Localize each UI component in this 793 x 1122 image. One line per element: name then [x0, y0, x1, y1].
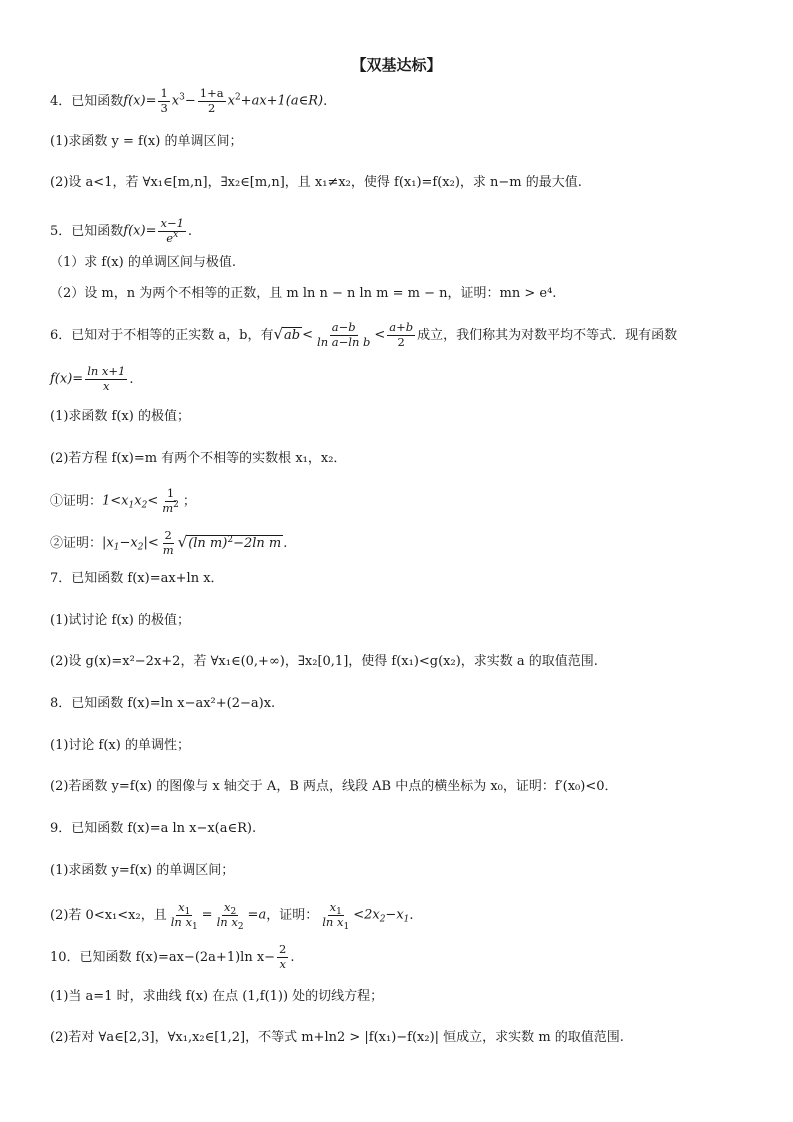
question-9-part-2: (2)若 0<x₁<x₂，且 $\frac{x_1}{\ln x_1}$ = $\frac{x_2}{\ln x_2}$ =a ，证明： $\frac{x_1}{\ln x_1}$ $<2x_2-x_1$ .	[50, 900, 414, 932]
question-7-part-2: (2)设 g(x)=x²−2x+2，若 ∀x₁∈(0,+∞)，∃x₂[0,1]，使得 f(x₁)<g(x₂)，求实数 a 的取值范围.	[50, 654, 598, 669]
question-5-part-2: （2）设 m，n 为两个不相等的正数，且 m ln n − n ln m = m − n，证明：mn > e⁴.	[50, 286, 557, 301]
question-10-part-2: (2)若对 ∀a∈[2,3]，∀x₁,x₂∈[1,2]，不等式 m+ln2 > |f(x₁)−f(x₂)| 恒成立，求实数 m 的取值范围.	[50, 1030, 624, 1045]
question-9-part-1: (1)求函数 y=f(x) 的单调区间；	[50, 863, 235, 878]
question-9-stem: 9．已知函数 f(x)=a ln x−x(a∈R).	[50, 821, 257, 836]
question-4-stem: 4．已知函数 f(x)= $\frac{1}{3}$ $x^3-$ $\frac{1+a}{2}$ $x^2+ax+1(a\in R)$ .	[50, 86, 328, 115]
question-7-stem: 7．已知函数 f(x)=ax+ln x．	[50, 571, 224, 586]
question-4-formula: f(x)= $\frac{1}{3}$ $x^3-$ $\frac{1+a}{2}$ $x^2+ax+1(a\in R)$	[123, 86, 324, 115]
section-title: 【双基达标】	[351, 56, 442, 74]
question-8-part-2: (2)若函数 y=f(x) 的图像与 x 轴交于 A，B 两点，线段 AB 中点的横坐标为 x₀，证明：f′(x₀)<0．	[50, 779, 618, 794]
question-5-prefix: 5．已知函数	[50, 223, 124, 239]
log-mean-inequality: √ab < $\frac{a-b}{\text{ln a−ln b}}$ < $\frac{a+b}{2}$	[273, 320, 414, 349]
question-6-sub-1: ①证明： $1<x_1x_2<$ $\frac{1}{m^2}$ ；	[50, 486, 196, 515]
question-8-part-1: (1)讨论 f(x) 的单调性；	[50, 738, 190, 753]
question-4-part-1: (1)求函数 y = f(x) 的单调区间；	[50, 134, 243, 149]
question-5-part-1: （1）求 f(x) 的单调区间与极值.	[50, 255, 236, 270]
question-6-function: f(x)= $\frac{\text{ln x+1}}{x}$ .	[50, 364, 134, 393]
question-4-part-2: (2)设 a<1，若 ∀x₁∈[m,n]，∃x₂∈[m,n]，且 x₁≠x₂，使得 f(x₁)=f(x₂)，求 n−m 的最大值.	[50, 175, 582, 190]
question-6-sub-2: ②证明： $|x_1-x_2|<$ $\frac{2}{m}$ √(ln m)$^2$−2ln m .	[50, 528, 288, 557]
question-6-stem	[50, 322, 750, 348]
question-6-prefix: 6．已知对于不相等的正实数 a，b，有	[50, 327, 274, 343]
question-10-stem: 10．已知函数 f(x)=ax−(2a+1)ln x− $\frac{2}{x}$ .	[50, 942, 295, 971]
question-7-part-1: (1)试讨论 f(x) 的极值；	[50, 613, 190, 628]
question-5-formula: f(x)= $\frac{x-1}{e^x}$	[123, 216, 184, 245]
question-6-part-2: (2)若方程 f(x)=m 有两个不相等的实数根 x₁，x₂．	[50, 451, 347, 466]
question-6-part-1: (1)求函数 f(x) 的极值；	[50, 409, 190, 424]
question-6-suffix: 成立，我们称其为对数平均不等式．现有函数	[417, 327, 678, 343]
question-10-part-1: (1)当 a=1 时，求曲线 f(x) 在点 (1,f(1)) 处的切线方程；	[50, 989, 384, 1004]
question-5-stem: 5．已知函数 f(x)= $\frac{x-1}{e^x}$ .	[50, 216, 193, 245]
question-8-stem: 8．已知函数 f(x)=ln x−ax²+(2−a)x.	[50, 696, 276, 711]
question-4-prefix: 4．已知函数	[50, 93, 124, 109]
